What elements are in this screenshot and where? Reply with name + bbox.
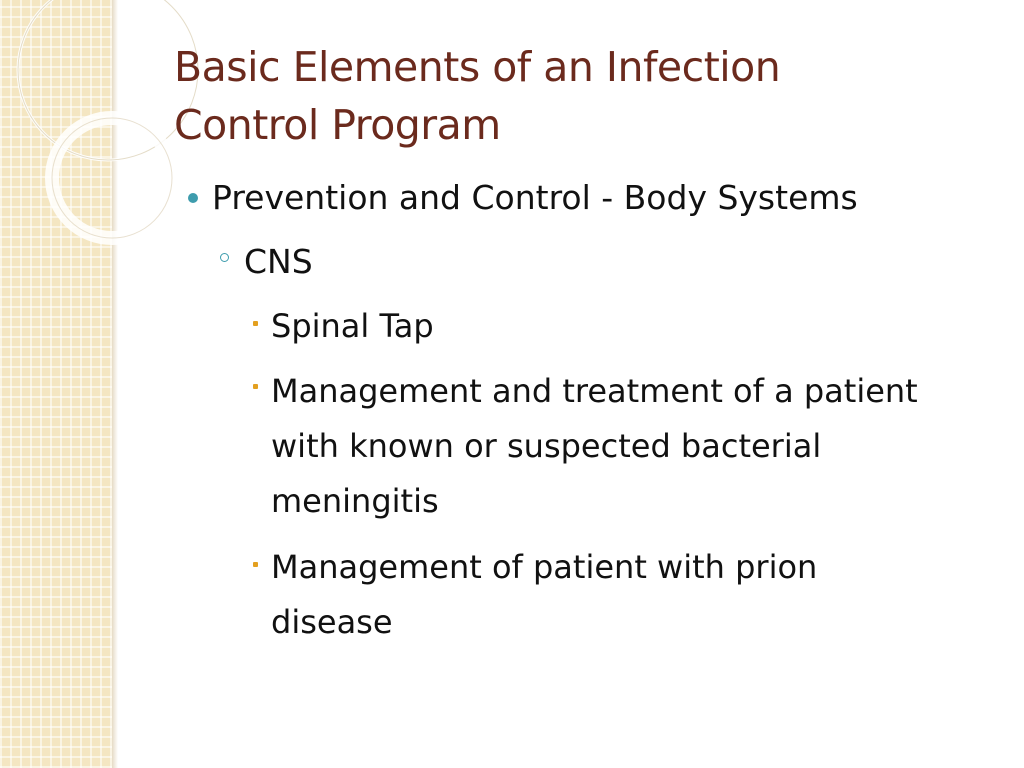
slide-title-line-2: Control Program (174, 101, 501, 149)
bullet-bacterial-meningitis: Management and treatment of a patient with known or suspected bacterial meningitis (271, 372, 918, 520)
bullet-prevention-control: Prevention and Control - Body Systems (212, 178, 858, 217)
level2-bullet-icon (220, 253, 229, 262)
level3-bullet-icon (253, 384, 258, 389)
level1-bullet-icon (188, 193, 198, 203)
slide-title-line-1: Basic Elements of an Infection (174, 43, 781, 91)
bullet-prion-disease: Management of patient with prion disease (271, 548, 818, 641)
level3-bullet-icon (253, 321, 258, 326)
bullet-cns: CNS (244, 242, 313, 281)
level3-bullet-icon (253, 562, 258, 567)
bullet-spinal-tap: Spinal Tap (271, 307, 434, 345)
